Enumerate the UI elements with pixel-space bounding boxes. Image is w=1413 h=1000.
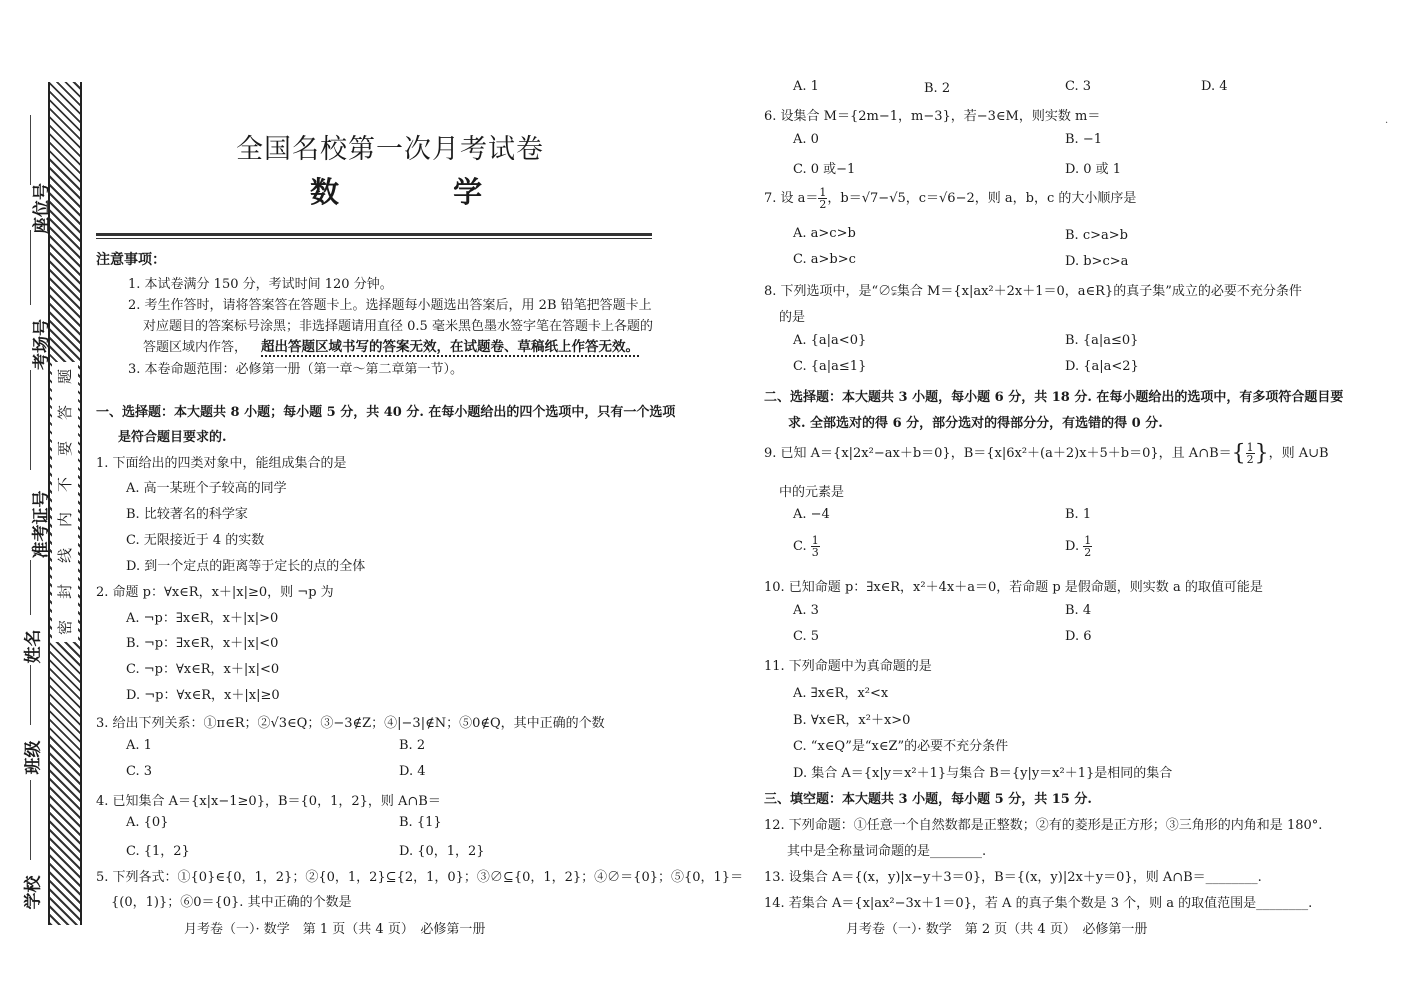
- question-stem: 6. 设集合 M＝{2m−1，m−3}，若−3∈M，则实数 m＝: [764, 109, 1101, 124]
- seal-char: 题: [56, 368, 75, 385]
- option: D. 0 或 1: [1065, 162, 1122, 177]
- section-heading: 三、填空题：本大题共 3 小题，每小题 5 分，共 15 分.: [764, 792, 1092, 807]
- question-stem: 1. 下面给出的四类对象中，能组成集合的是: [96, 456, 347, 471]
- section-heading-cont: 是符合题目要求的.: [118, 430, 227, 445]
- brace: {: [1231, 441, 1246, 466]
- option: A. 高一某班个子较高的同学: [126, 481, 287, 496]
- option: C. 0 或−1: [793, 162, 856, 177]
- option: B. c>a>b: [1065, 228, 1128, 243]
- option: D. b>c>a: [1065, 254, 1129, 269]
- seal-char: 内: [56, 512, 75, 528]
- fill-line: [30, 370, 31, 470]
- option: D. {0，1，2}: [399, 844, 485, 859]
- option: D. 6: [1065, 629, 1092, 644]
- notice-heading: 注意事项：: [96, 252, 166, 268]
- option: A. 0: [793, 132, 819, 147]
- denominator: 2: [1246, 453, 1254, 466]
- seal-char: 封: [56, 584, 75, 600]
- option: C. {1，2}: [126, 844, 190, 859]
- question-stem: [764, 441, 1329, 466]
- option: B. ∀x∈R，x²＋x>0: [793, 713, 911, 728]
- fill-line: [30, 665, 31, 725]
- option: A. ∃x∈R，x²<x: [793, 686, 889, 701]
- notice-emphasis: 超出答题区域书写的答案无效，在试题卷、草稿纸上作答无效。: [261, 335, 639, 357]
- question-stem-cont: {(0，1)}；⑥0＝{0}. 其中正确的个数是: [111, 895, 352, 910]
- numerator: 1: [811, 534, 819, 547]
- notice-item: 对应题目的答案标号涂黑；非选择题请用直径 0.5 毫米黑色墨水签字笔在答题卡上各题的: [143, 319, 653, 334]
- section-heading-cont: 求. 全部选对的得 6 分，部分选对的得部分分，有选错的得 0 分.: [788, 416, 1163, 431]
- numerator: 1: [1246, 441, 1254, 454]
- option: C. a>b>c: [793, 252, 856, 267]
- option: [793, 535, 820, 558]
- option: [1065, 535, 1092, 558]
- fraction: [811, 535, 820, 558]
- question-stem: 8. 下列选项中，是“∅⫋集合 M＝{x|ax²＋2x＋1＝0，a∈R}的真子集”成立的必要不充分条件: [764, 284, 1302, 299]
- option: C. 3: [126, 764, 153, 779]
- option: C. ¬p：∀x∈R，x＋|x|<0: [126, 662, 280, 677]
- notice-item-prefix: 答题区域内作答，: [143, 340, 248, 355]
- question-stem: 4. 已知集合 A＝{x|x−1≥0}，B＝{0，1，2}，则 A∩B＝: [96, 794, 441, 809]
- option: A. 3: [793, 603, 819, 618]
- exam-room-label: 考场号: [32, 319, 52, 370]
- fill-line: [30, 115, 31, 185]
- option: C. {a|a≤1}: [793, 359, 867, 374]
- denominator: 3: [811, 546, 819, 559]
- option: D. 到一个定点的距离等于定长的点的全体: [126, 559, 366, 574]
- question-stem: 11. 下列命题中为真命题的是: [764, 659, 932, 674]
- question-stem: 13. 设集合 A＝{(x，y)|x−y＋3＝0}，B＝{(x，y)|2x＋y＝0}，则 A∩B＝________.: [764, 870, 1262, 885]
- seal-char: 密: [56, 619, 75, 635]
- option: C. 无限接近于 4 的实数: [126, 533, 265, 548]
- divider: [96, 238, 652, 239]
- seal-char: 不: [56, 476, 75, 492]
- question-stem: 5. 下列各式：①{0}∈{0，1，2}；②{0，1，2}⊆{2，1，0}；③∅⊆{0，1，2}；④∅＝{0}；⑤{0，1}＝: [96, 870, 744, 885]
- footer-right: 月考卷（一）· 数学 第 2 页（共 4 页） 必修第一册: [846, 922, 1148, 937]
- fraction: [1083, 535, 1092, 558]
- option: A. a>c>b: [793, 226, 856, 241]
- option: A. 1: [126, 738, 152, 753]
- notice-item: 2. 考生作答时，请将答案答在答题卡上。选择题每小题选出答案后，用 2B 铅笔把答题卡上: [128, 298, 652, 313]
- question-stem-cont: 的是: [779, 310, 806, 325]
- q9-pre: 9. 已知 A＝{x|2x²−ax＋b＝0}，B＝{x|6x²＋(a＋2)x＋5＋b＝0}，且 A∩B＝: [764, 446, 1232, 461]
- option: B. 2: [924, 81, 951, 96]
- seal-line-text: [52, 362, 78, 642]
- fill-line: [30, 230, 31, 305]
- section-heading: 二、选择题：本大题共 3 小题，每小题 6 分，共 18 分. 在每小题给出的选项中，有多项符合题目要: [764, 390, 1344, 405]
- option-letter: C.: [793, 539, 811, 554]
- option-letter: D.: [1065, 539, 1084, 554]
- exam-title: 全国名校第一次月考试卷: [236, 134, 544, 165]
- option: D. ¬p：∀x∈R，x＋|x|≥0: [126, 688, 280, 703]
- question-stem: 14. 若集合 A＝{x|ax²−3x＋1＝0}，若 A 的真子集个数是 3 个，则 a 的取值范围是________.: [764, 896, 1313, 911]
- option: D. {a|a<2}: [1065, 359, 1139, 374]
- question-stem: [764, 187, 1136, 210]
- option: A. {a|a<0}: [793, 333, 867, 348]
- brace: }: [1254, 441, 1269, 466]
- fill-line: [30, 560, 31, 615]
- option: A. −4: [793, 507, 830, 522]
- edge-mark: ·: [1385, 118, 1389, 129]
- name-label: 姓名: [23, 629, 44, 664]
- school-label: 学校: [23, 875, 44, 910]
- option: D. 4: [399, 764, 426, 779]
- option: C. “x∈Q”是“x∈Z”的必要不充分条件: [793, 739, 1009, 754]
- question-stem-cont: 其中是全称量词命题的是________.: [787, 844, 987, 859]
- q9-post: ，则 A∪B: [1268, 446, 1329, 461]
- seat-number-label: 座位号: [32, 183, 52, 234]
- option: A. {0}: [126, 815, 169, 830]
- section-heading: 一、选择题：本大题共 8 小题；每小题 5 分，共 40 分. 在每小题给出的四个选项中，只有一个选项: [96, 405, 676, 420]
- option: C. 5: [793, 629, 820, 644]
- numerator: 1: [819, 186, 827, 199]
- option: B. 比较著名的科学家: [126, 507, 248, 522]
- option: B. 1: [1065, 507, 1092, 522]
- option: A. ¬p：∃x∈R，x＋|x|>0: [126, 611, 279, 626]
- option: B. 2: [399, 738, 426, 753]
- question-stem: 3. 给出下列关系：①π∈R；②√3∈Q；③−3∉Z；④|−3|∉N；⑤0∉Q，其中正确的个数: [96, 716, 605, 731]
- seal-char: 要: [56, 440, 75, 456]
- seal-char: 线: [56, 548, 75, 564]
- question-stem: 2. 命题 p：∀x∈R，x＋|x|≥0，则 ¬p 为: [96, 585, 334, 600]
- option: B. −1: [1065, 132, 1102, 147]
- q7-pre: 7. 设 a＝: [764, 191, 819, 206]
- admission-number-label: 准考证号: [31, 490, 52, 559]
- question-stem-cont: 中的元素是: [779, 485, 845, 500]
- notice-item: 1. 本试卷满分 150 分，考试时间 120 分钟。: [128, 277, 393, 292]
- option: C. 3: [1065, 79, 1092, 94]
- numerator: 1: [1084, 534, 1092, 547]
- question-stem: 10. 已知命题 p：∃x∈R，x²＋4x＋a＝0，若命题 p 是假命题，则实数 a 的取值可能是: [764, 580, 1263, 595]
- fill-line: [30, 780, 31, 860]
- divider: [96, 233, 652, 236]
- notice-item: 3. 本卷命题范围：必修第一册（第一章～第二章第一节）。: [128, 362, 464, 377]
- seal-char: 答: [56, 404, 75, 420]
- denominator: 2: [819, 198, 827, 211]
- option: D. 集合 A＝{x|y＝x²＋1}与集合 B＝{y|y＝x²＋1}是相同的集合: [793, 766, 1173, 781]
- option: B. ¬p：∃x∈R，x＋|x|<0: [126, 636, 279, 651]
- footer-left: 月考卷（一）· 数学 第 1 页（共 4 页） 必修第一册: [184, 922, 486, 937]
- q7-post: ，b＝√7−√5，c＝√6−2，则 a，b，c 的大小顺序是: [827, 191, 1137, 206]
- option: B. {1}: [399, 815, 442, 830]
- fraction: [1246, 442, 1255, 465]
- question-stem: 12. 下列命题：①任意一个自然数都是正整数；②有的菱形是正方形；③三角形的内角和是 180°.: [764, 818, 1323, 833]
- option: A. 1: [793, 79, 819, 94]
- class-label: 班级: [23, 740, 44, 775]
- subject-title: 数 学: [310, 175, 535, 209]
- option: B. {a|a≤0}: [1065, 333, 1139, 348]
- denominator: 2: [1084, 546, 1092, 559]
- option: D. 4: [1201, 79, 1228, 94]
- option: B. 4: [1065, 603, 1092, 618]
